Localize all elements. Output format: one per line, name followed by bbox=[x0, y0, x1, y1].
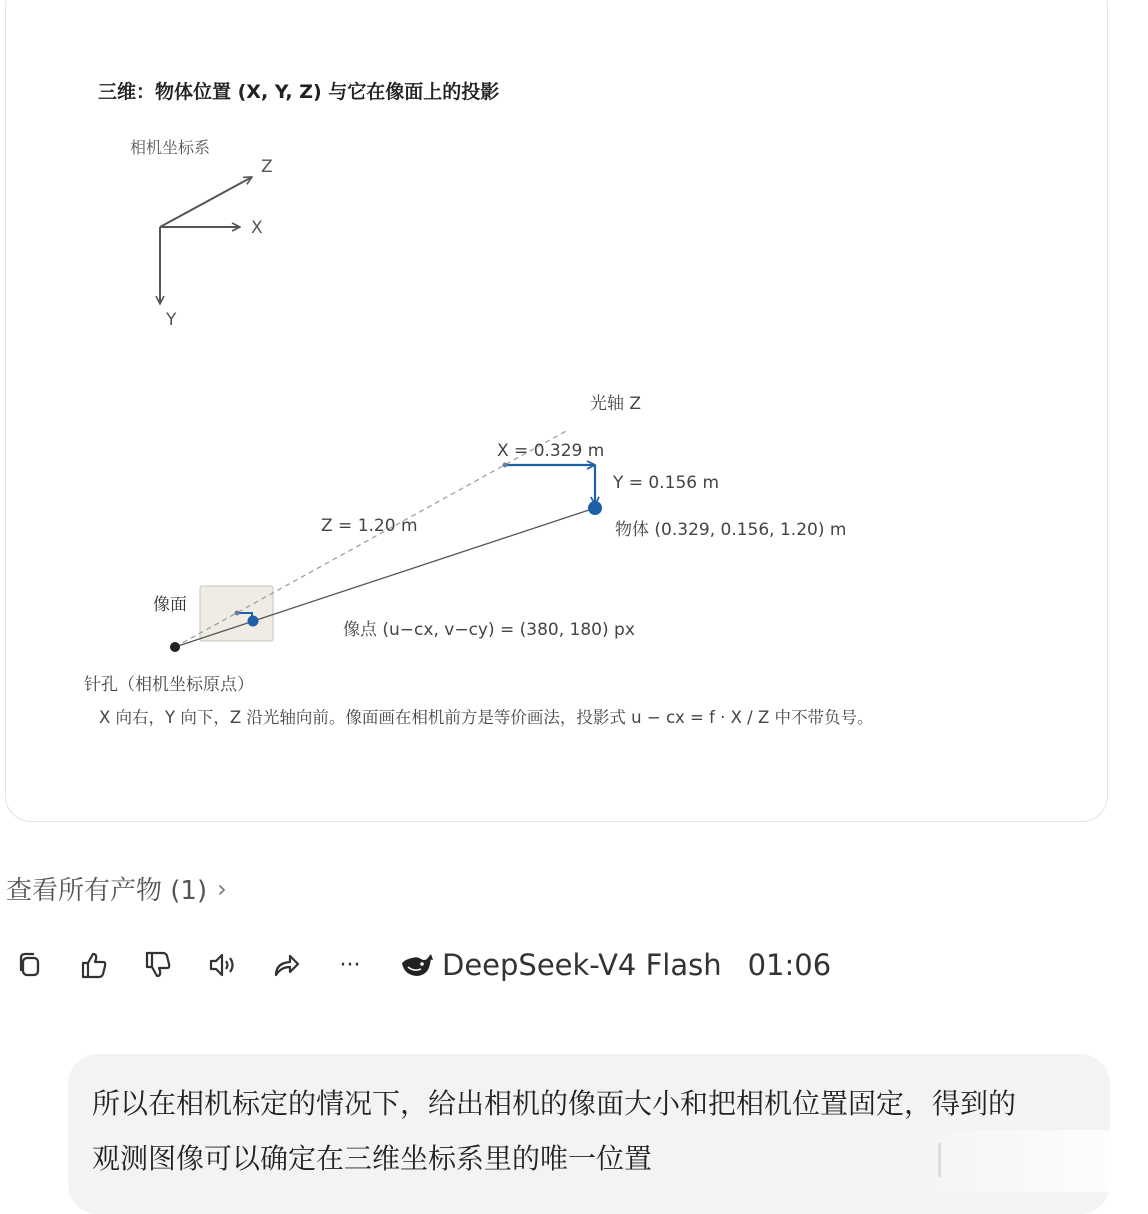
y-measure-label: Y = 0.156 m bbox=[613, 473, 720, 493]
thumbs-down-icon bbox=[142, 949, 174, 981]
axis-x-label: X bbox=[251, 218, 263, 238]
user-message-line-1: 所以在相机标定的情况下，给出相机的像面大小和把相机位置固定，得到的 bbox=[92, 1087, 1017, 1120]
message-toolbar bbox=[12, 944, 831, 986]
share-icon bbox=[270, 949, 302, 981]
read-aloud-button[interactable] bbox=[204, 947, 240, 983]
dislike-button[interactable] bbox=[140, 947, 176, 983]
diagram-caption: X 向右，Y 向下，Z 沿光轴向前。像面画在相机前方是等价画法，投影式 u − cx = f · X / Z 中不带负号。 bbox=[99, 708, 874, 727]
share-button[interactable] bbox=[268, 947, 304, 983]
image-plane-label: 像面 bbox=[153, 595, 187, 615]
axis-foot-dot bbox=[503, 463, 508, 468]
axis-z-label: Z bbox=[261, 157, 273, 177]
copy-icon bbox=[14, 949, 46, 981]
pinhole-point bbox=[170, 642, 180, 652]
user-message-line-2: 观测图像可以确定在三维坐标系里的唯一位置 bbox=[92, 1142, 653, 1175]
speaker-icon bbox=[206, 949, 238, 981]
diagram-title: 三维：物体位置 (X, Y, Z) 与它在像面上的投影 bbox=[98, 81, 500, 103]
response-time: 01:06 bbox=[747, 948, 832, 982]
optical-axis-line bbox=[175, 430, 568, 647]
object-point bbox=[588, 501, 602, 515]
copy-button[interactable] bbox=[12, 947, 48, 983]
view-artifacts-link[interactable] bbox=[6, 870, 227, 907]
z-measure-label: Z = 1.20 m bbox=[321, 516, 418, 536]
more-icon: ··· bbox=[339, 952, 361, 978]
optical-axis-label: 光轴 Z bbox=[590, 394, 642, 414]
x-measure-label: X = 0.329 m bbox=[497, 441, 605, 461]
chevron-right-icon: › bbox=[217, 874, 227, 903]
axis-z-arrow bbox=[160, 177, 252, 227]
more-button[interactable] bbox=[332, 947, 368, 983]
object-label: 物体 (0.329, 0.156, 1.20) m bbox=[615, 520, 847, 540]
camera-frame-label: 相机坐标系 bbox=[130, 138, 211, 157]
view-artifacts-label: 查看所有产物 (1) bbox=[6, 876, 208, 906]
like-button[interactable] bbox=[76, 947, 112, 983]
model-indicator bbox=[400, 948, 831, 982]
pinhole-label: 针孔（相机坐标原点） bbox=[84, 675, 254, 695]
image-point bbox=[248, 616, 259, 627]
scroll-indicator[interactable] bbox=[938, 1143, 941, 1177]
image-plane-center-dot bbox=[235, 611, 240, 616]
image-point-label: 像点 (u−cx, v−cy) = (380, 180) px bbox=[343, 620, 635, 640]
model-name: DeepSeek-V4 Flash bbox=[442, 948, 722, 982]
thumbs-up-icon bbox=[78, 949, 110, 981]
axis-y-label: Y bbox=[166, 310, 177, 330]
whale-logo-icon bbox=[400, 951, 434, 979]
